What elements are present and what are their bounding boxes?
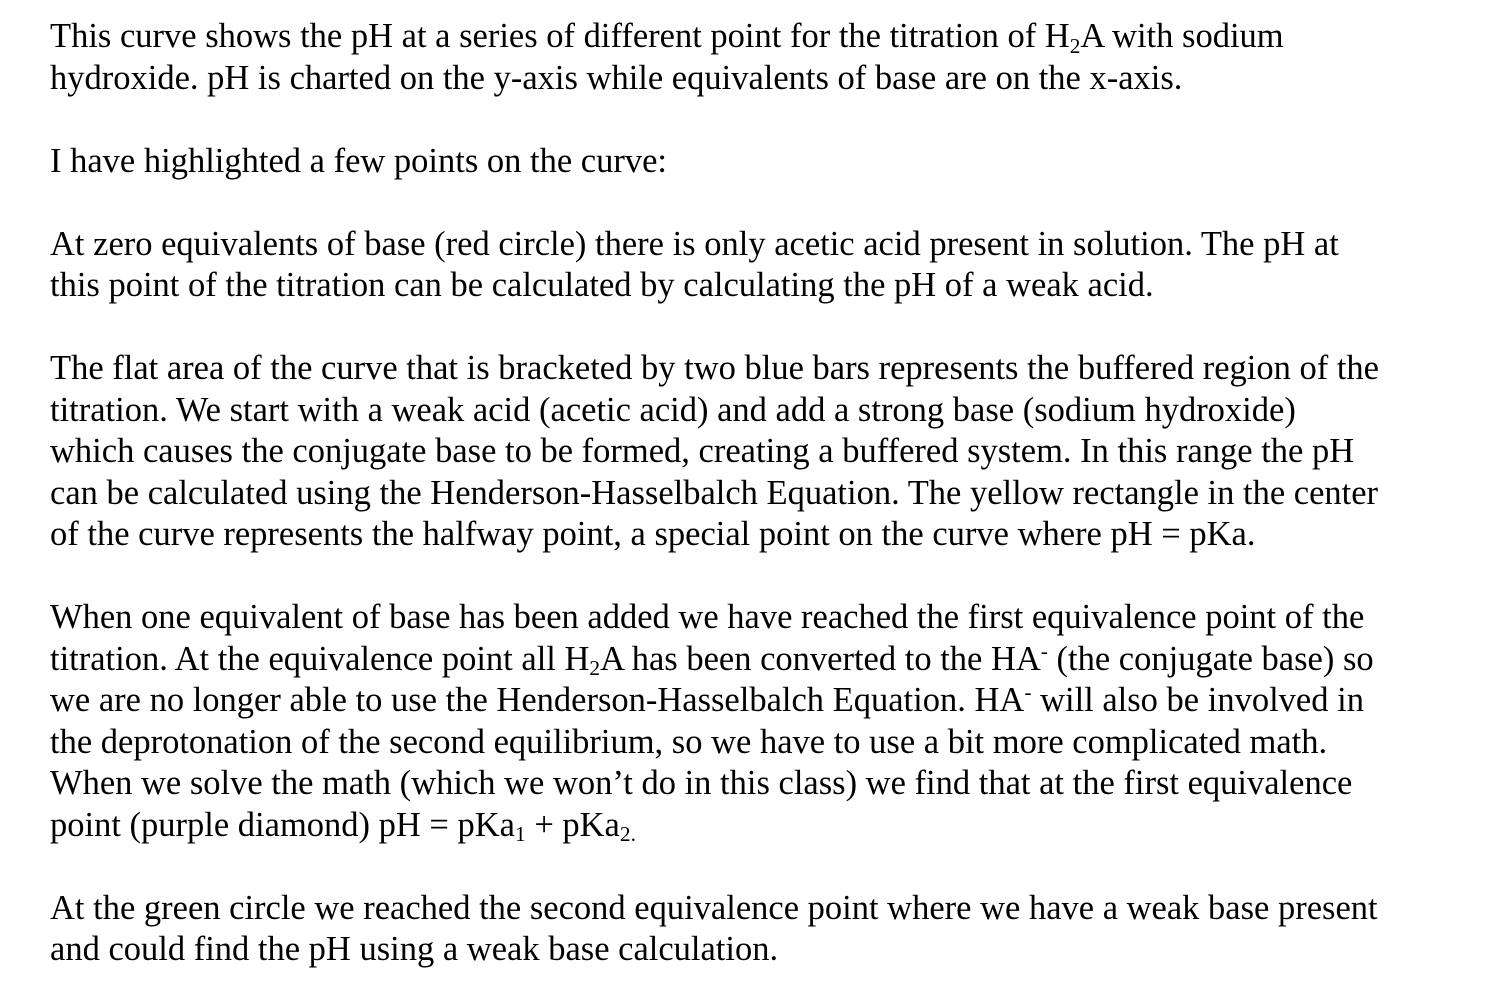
text-run: A with sodium bbox=[1080, 17, 1284, 55]
text-run: can be calculated using the Henderson-Hasselbalch Equation. The yellow rectangle in the center bbox=[50, 473, 1379, 512]
text-line bbox=[50, 390, 1470, 432]
subscript: 2 bbox=[1069, 33, 1081, 58]
text-line bbox=[50, 597, 1470, 639]
text-line bbox=[50, 639, 1470, 681]
superscript: - bbox=[1024, 680, 1032, 705]
paragraph bbox=[50, 141, 1470, 183]
text-run: When one equivalent of base has been added we have reached the first equivalence point of the bbox=[50, 598, 1365, 636]
superscript: - bbox=[1040, 638, 1048, 663]
text-run: At the green circle we reached the second equivalence point where we have a weak base present bbox=[50, 888, 1378, 927]
text-run: and could find the pH using a weak base calculation. bbox=[50, 930, 779, 968]
text-run: will also be involved in bbox=[1031, 681, 1364, 719]
paragraph bbox=[50, 597, 1470, 846]
subscript: 1 bbox=[515, 822, 526, 847]
text-line bbox=[50, 680, 1470, 722]
text-line bbox=[50, 348, 1470, 390]
text-line bbox=[50, 141, 1470, 183]
text-line bbox=[50, 722, 1470, 764]
subscript: 2 bbox=[589, 656, 601, 681]
text-run: titration. We start with a weak acid (acetic acid) and add a strong base (sodium hydroxide) bbox=[50, 390, 1296, 429]
text-run: titration. At the equivalence point all H bbox=[50, 639, 590, 678]
text-line bbox=[50, 763, 1470, 805]
text-run: this point of the titration can be calculated by calculating the pH of a weak acid. bbox=[50, 266, 1154, 304]
text-run: A has been converted to the HA bbox=[600, 639, 1041, 678]
text-run: point (purple diamond) pH = pKa bbox=[50, 805, 515, 844]
text-run: the deprotonation of the second equilibrium, so we have to use a bit more complicated math. bbox=[50, 722, 1328, 761]
text-line bbox=[50, 888, 1470, 930]
text-run: we are no longer able to use the Henderson-Hasselbalch Equation. HA bbox=[50, 681, 1025, 719]
text-run: of the curve represents the halfway point, a special point on the curve where pH = pKa. bbox=[50, 515, 1256, 553]
text-line bbox=[50, 514, 1470, 556]
text-line bbox=[50, 265, 1470, 307]
text-run: I have highlighted a few points on the curve: bbox=[50, 141, 667, 180]
text-run: hydroxide. pH is charted on the y-axis while equivalents of base are on the x-axis. bbox=[50, 58, 1183, 97]
text-run: (the conjugate base) so bbox=[1047, 639, 1374, 678]
text-line bbox=[50, 929, 1470, 971]
text-run: The flat area of the curve that is bracketed by two blue bars represents the buffered region of the bbox=[50, 349, 1379, 387]
text-line bbox=[50, 16, 1470, 58]
text-line bbox=[50, 431, 1470, 473]
text-line bbox=[50, 805, 1470, 847]
paragraph bbox=[50, 224, 1470, 307]
paragraph bbox=[50, 888, 1470, 971]
text-run: At zero equivalents of base (red circle) there is only acetic acid present in solution. The pH at bbox=[50, 224, 1339, 263]
text-line bbox=[50, 473, 1470, 515]
text-run: which causes the conjugate base to be formed, creating a buffered system. In this range the pH bbox=[50, 432, 1355, 470]
text-run: When we solve the math (which we won’t do in this class) we find that at the first equivalence bbox=[50, 764, 1353, 802]
document-body bbox=[50, 16, 1470, 971]
text-line bbox=[50, 58, 1470, 100]
text-run: + pKa bbox=[525, 805, 620, 844]
text-run: This curve shows the pH at a series of different point for the titration of H bbox=[50, 17, 1070, 55]
subscript: 2. bbox=[619, 822, 636, 847]
text-line bbox=[50, 224, 1470, 266]
paragraph bbox=[50, 16, 1470, 99]
paragraph bbox=[50, 348, 1470, 556]
